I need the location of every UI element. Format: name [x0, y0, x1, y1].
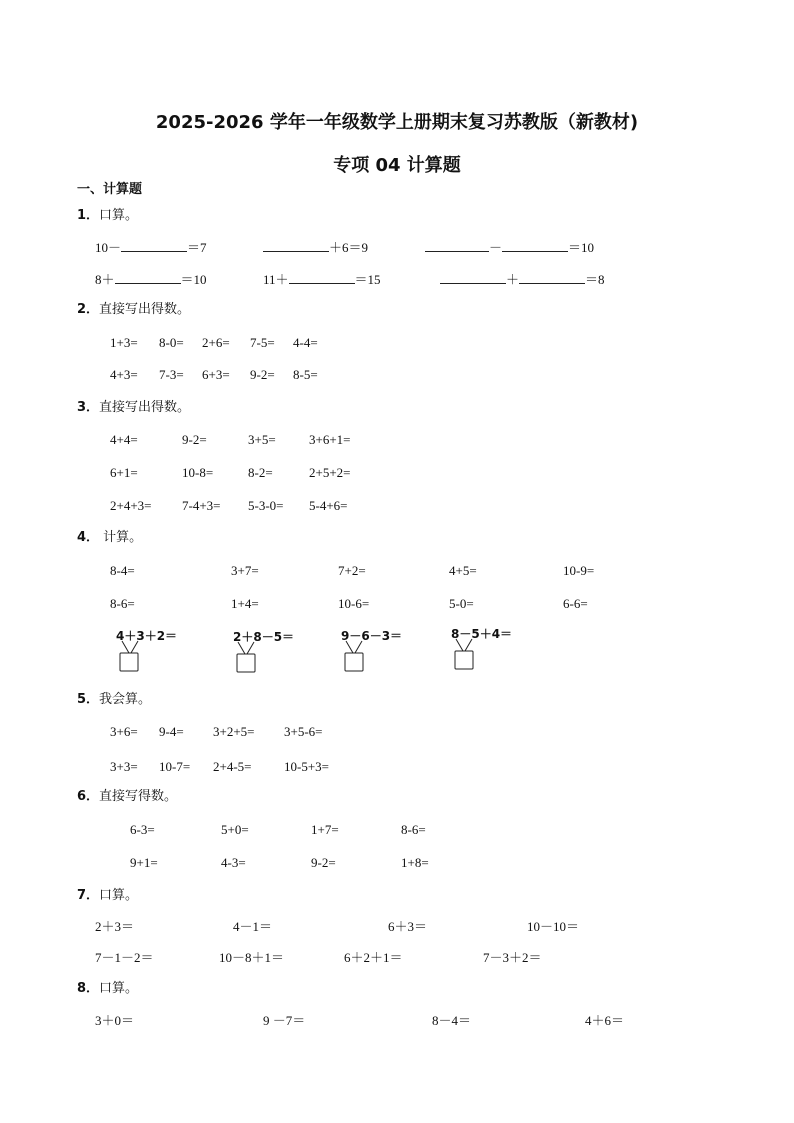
tree-lines-icon [341, 627, 421, 677]
question-title: 口算。 [99, 981, 139, 996]
equation: 10-7= [159, 759, 191, 774]
tree-lines-icon [233, 628, 313, 678]
equation: 6-3= [130, 822, 155, 837]
question-8-header [77, 981, 138, 997]
equation: 9 －7＝ [263, 1013, 306, 1028]
tree-lines-icon [451, 625, 531, 675]
question-number: 7． [77, 888, 100, 903]
equation: 5-3-0= [248, 498, 284, 513]
equation: 7－3＋2＝ [483, 950, 542, 965]
equation: 2+4-5= [213, 759, 252, 774]
equation: 7-5= [250, 335, 275, 350]
question-title: 口算。 [99, 888, 139, 903]
page-subtitle: 专项 04 计算题 [333, 155, 461, 176]
equation: 8-2= [248, 465, 273, 480]
expr-text: ＝15 [354, 272, 381, 287]
equation: 3+2+5= [213, 724, 255, 739]
equation: 7-4+3= [182, 498, 221, 513]
answer-blank[interactable] [289, 271, 355, 284]
tree-lines-icon [116, 627, 196, 677]
equation: 3+6+1= [309, 432, 351, 447]
equation: 8-6= [110, 596, 135, 611]
expr-text: 11＋ [263, 272, 289, 287]
question-number: 8． [77, 981, 100, 996]
question-4-header [77, 530, 142, 546]
question-2-header [77, 302, 190, 318]
q1-row2-c [440, 271, 605, 288]
question-1-header [77, 208, 138, 224]
expr-text: ＝7 [187, 240, 207, 255]
equation: 8－4＝ [432, 1013, 472, 1028]
expr-text: ＝10 [568, 240, 595, 255]
calc-tree [451, 625, 531, 675]
equation: 4＋6＝ [585, 1013, 625, 1028]
equation: 3+3= [110, 759, 138, 774]
expr-text: ＋6＝9 [329, 240, 369, 255]
equation: 7－1－2＝ [95, 950, 154, 965]
calc-tree [341, 627, 421, 677]
equation: 2+6= [202, 335, 230, 350]
answer-box [455, 651, 473, 669]
equation: 8-4= [110, 563, 135, 578]
answer-blank[interactable] [121, 239, 187, 252]
equation: 5+0= [221, 822, 249, 837]
tree-expression: 4＋3＋2＝ [116, 629, 178, 643]
equation: 6-6= [563, 596, 588, 611]
question-title: 直接写出得数。 [99, 302, 191, 317]
question-number: 4． [77, 530, 100, 545]
equation: 7-3= [159, 367, 184, 382]
answer-box [237, 654, 255, 672]
equation: 1+7= [311, 822, 339, 837]
question-number: 2． [77, 302, 100, 317]
equation: 9+1= [130, 855, 158, 870]
section-heading: 一、计算题 [77, 182, 143, 197]
equation: 5-4+6= [309, 498, 348, 513]
equation: 8-6= [401, 822, 426, 837]
equation: 10－8＋1＝ [219, 950, 285, 965]
equation: 6+3= [202, 367, 230, 382]
equation: 6+1= [110, 465, 138, 480]
equation: 9-4= [159, 724, 184, 739]
answer-blank[interactable] [115, 271, 181, 284]
equation: 9-2= [182, 432, 207, 447]
expr-text: ＋ [506, 272, 520, 287]
equation: 3+6= [110, 724, 138, 739]
q1-row1-a [95, 239, 207, 256]
equation: 1+8= [401, 855, 429, 870]
question-5-header [77, 692, 151, 708]
equation: 9-2= [311, 855, 336, 870]
expr-text: 10－ [95, 240, 122, 255]
question-number: 6． [77, 789, 100, 804]
equation: 5-0= [449, 596, 474, 611]
equation: 4+3= [110, 367, 138, 382]
equation: 4+4= [110, 432, 138, 447]
expr-text: ＝10 [180, 272, 207, 287]
equation: 2＋3＝ [95, 919, 135, 934]
equation: 4-4= [293, 335, 318, 350]
question-6-header [77, 789, 177, 805]
equation: 10－10＝ [527, 919, 580, 934]
question-title: 直接写出得数。 [99, 400, 191, 415]
equation: 3+5= [248, 432, 276, 447]
q1-row1-b [263, 239, 368, 256]
question-number: 5． [77, 692, 100, 707]
expr-text: ＝8 [585, 272, 605, 287]
tree-expression: 9－6－3＝ [341, 629, 403, 643]
equation: 10-9= [563, 563, 595, 578]
expr-text: 8＋ [95, 272, 115, 287]
question-title: 我会算。 [99, 692, 152, 707]
equation: 10-6= [338, 596, 370, 611]
question-title: 计算。 [99, 530, 143, 545]
answer-blank[interactable] [425, 239, 489, 252]
equation: 3+5-6= [284, 724, 323, 739]
answer-box [120, 653, 138, 671]
answer-blank[interactable] [263, 239, 329, 252]
equation: 8-5= [293, 367, 318, 382]
equation: 3＋0＝ [95, 1013, 135, 1028]
page-title: 2025-2026 学年一年级数学上册期末复习苏教版（新教材) [155, 112, 639, 133]
answer-blank[interactable] [502, 239, 568, 252]
calc-tree [116, 627, 196, 677]
equation: 4-3= [221, 855, 246, 870]
equation: 10-8= [182, 465, 214, 480]
q1-row2-a [95, 271, 207, 288]
tree-expression: 2＋8－5＝ [233, 630, 295, 644]
q1-row2-b [263, 271, 381, 288]
equation: 1+4= [231, 596, 259, 611]
tree-expression: 8－5＋4＝ [451, 627, 513, 641]
question-number: 1． [77, 208, 100, 223]
question-title: 口算。 [99, 208, 139, 223]
equation: 4－1＝ [233, 919, 273, 934]
equation: 3+7= [231, 563, 259, 578]
answer-blank[interactable] [440, 271, 506, 284]
question-7-header [77, 888, 138, 904]
equation: 10-5+3= [284, 759, 329, 774]
equation: 1+3= [110, 335, 138, 350]
answer-blank[interactable] [519, 271, 585, 284]
q1-row1-c [425, 239, 594, 256]
equation: 2+4+3= [110, 498, 152, 513]
expr-text: － [489, 240, 503, 255]
equation: 6＋2＋1＝ [344, 950, 403, 965]
equation: 8-0= [159, 335, 184, 350]
equation: 6＋3＝ [388, 919, 428, 934]
question-number: 3． [77, 400, 100, 415]
equation: 7+2= [338, 563, 366, 578]
equation: 9-2= [250, 367, 275, 382]
answer-box [345, 653, 363, 671]
calc-tree [233, 628, 313, 678]
equation: 4+5= [449, 563, 477, 578]
equation: 2+5+2= [309, 465, 351, 480]
question-title: 直接写得数。 [99, 789, 178, 804]
question-3-header [77, 400, 190, 416]
